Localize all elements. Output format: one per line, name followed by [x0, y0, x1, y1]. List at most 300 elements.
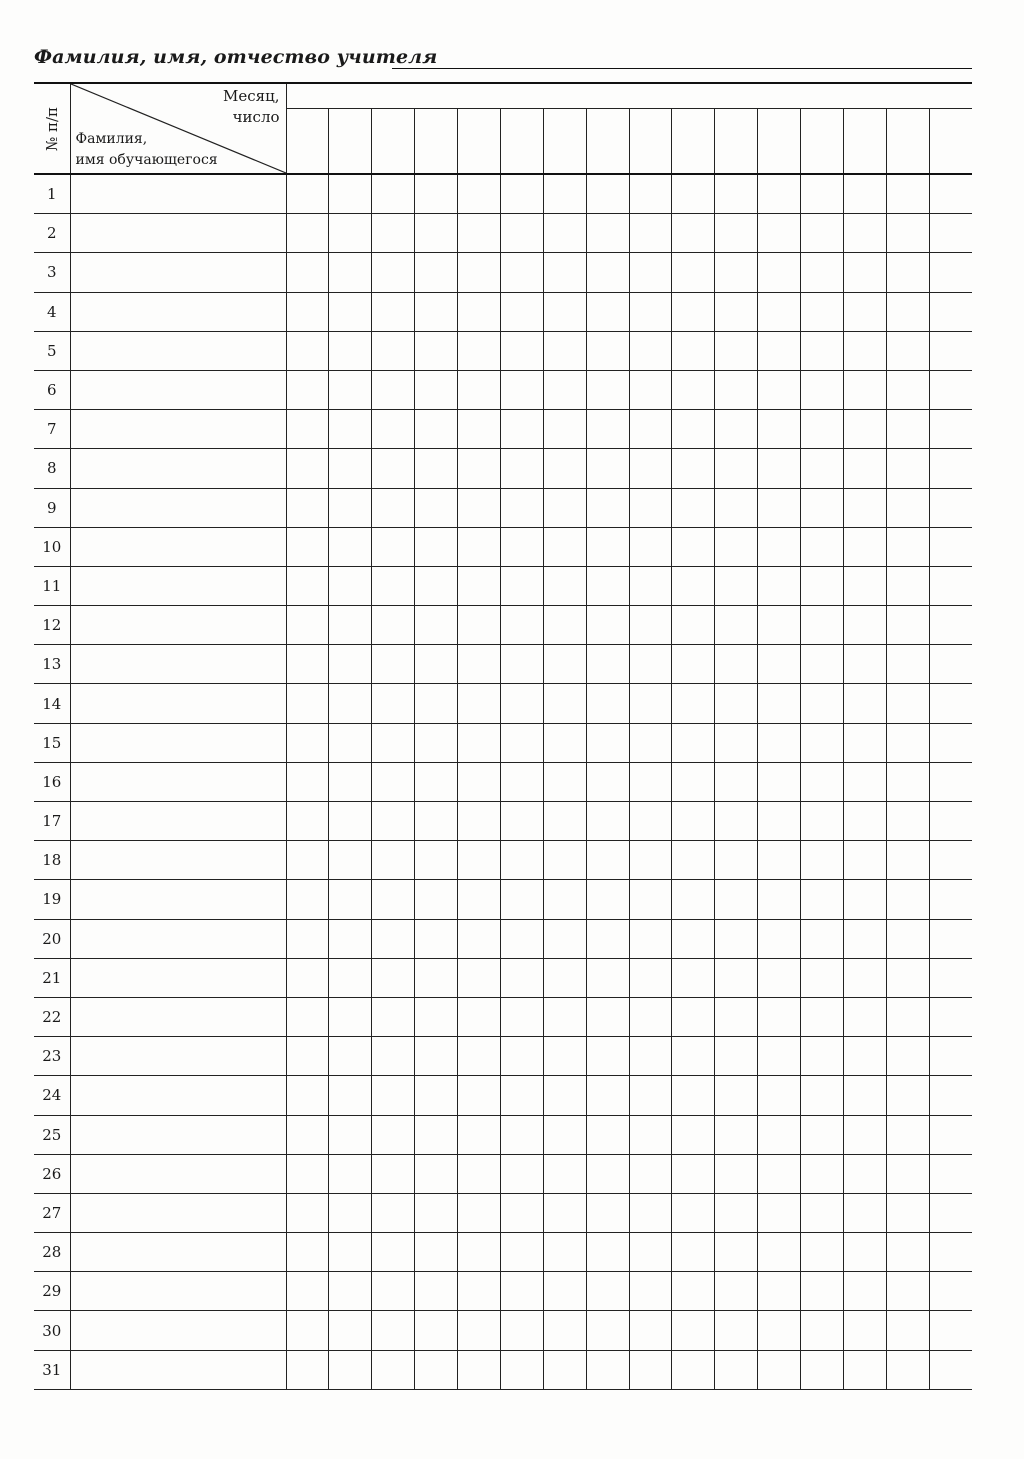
attendance-cell[interactable]	[672, 1076, 715, 1115]
attendance-cell[interactable]	[415, 253, 458, 292]
attendance-cell[interactable]	[886, 566, 929, 605]
attendance-cell[interactable]	[286, 1115, 329, 1154]
attendance-cell[interactable]	[543, 684, 586, 723]
attendance-cell[interactable]	[715, 1233, 758, 1272]
attendance-cell[interactable]	[329, 1233, 372, 1272]
attendance-cell[interactable]	[886, 723, 929, 762]
attendance-cell[interactable]	[329, 606, 372, 645]
attendance-cell[interactable]	[543, 292, 586, 331]
attendance-cell[interactable]	[758, 214, 801, 253]
student-name-cell[interactable]	[70, 841, 286, 880]
attendance-cell[interactable]	[586, 410, 629, 449]
attendance-cell[interactable]	[543, 449, 586, 488]
attendance-cell[interactable]	[801, 1154, 844, 1193]
student-name-cell[interactable]	[70, 527, 286, 566]
attendance-cell[interactable]	[672, 1037, 715, 1076]
attendance-cell[interactable]	[415, 723, 458, 762]
attendance-cell[interactable]	[672, 723, 715, 762]
attendance-cell[interactable]	[286, 410, 329, 449]
attendance-cell[interactable]	[629, 214, 672, 253]
attendance-cell[interactable]	[500, 762, 543, 801]
attendance-cell[interactable]	[543, 214, 586, 253]
attendance-cell[interactable]	[629, 1154, 672, 1193]
attendance-cell[interactable]	[500, 1272, 543, 1311]
attendance-cell[interactable]	[629, 880, 672, 919]
attendance-cell[interactable]	[543, 919, 586, 958]
attendance-cell[interactable]	[629, 370, 672, 409]
attendance-cell[interactable]	[929, 292, 972, 331]
attendance-cell[interactable]	[543, 1037, 586, 1076]
attendance-cell[interactable]	[801, 292, 844, 331]
student-name-cell[interactable]	[70, 488, 286, 527]
attendance-cell[interactable]	[843, 723, 886, 762]
attendance-cell[interactable]	[629, 331, 672, 370]
attendance-cell[interactable]	[415, 762, 458, 801]
attendance-cell[interactable]	[629, 723, 672, 762]
attendance-cell[interactable]	[586, 331, 629, 370]
attendance-cell[interactable]	[586, 841, 629, 880]
attendance-cell[interactable]	[329, 997, 372, 1036]
date-header-cell[interactable]	[715, 109, 758, 175]
attendance-cell[interactable]	[929, 1233, 972, 1272]
attendance-cell[interactable]	[500, 1193, 543, 1232]
attendance-cell[interactable]	[843, 370, 886, 409]
student-name-cell[interactable]	[70, 410, 286, 449]
student-name-cell[interactable]	[70, 1233, 286, 1272]
attendance-cell[interactable]	[843, 331, 886, 370]
attendance-cell[interactable]	[715, 253, 758, 292]
attendance-cell[interactable]	[372, 880, 415, 919]
attendance-cell[interactable]	[629, 410, 672, 449]
attendance-cell[interactable]	[286, 645, 329, 684]
date-header-cell[interactable]	[372, 109, 415, 175]
attendance-cell[interactable]	[586, 174, 629, 214]
attendance-cell[interactable]	[929, 174, 972, 214]
attendance-cell[interactable]	[715, 370, 758, 409]
student-name-cell[interactable]	[70, 958, 286, 997]
attendance-cell[interactable]	[629, 1076, 672, 1115]
attendance-cell[interactable]	[286, 1037, 329, 1076]
attendance-cell[interactable]	[586, 645, 629, 684]
attendance-cell[interactable]	[586, 684, 629, 723]
attendance-cell[interactable]	[500, 880, 543, 919]
attendance-cell[interactable]	[629, 997, 672, 1036]
attendance-cell[interactable]	[372, 1350, 415, 1389]
attendance-cell[interactable]	[458, 488, 501, 527]
attendance-cell[interactable]	[458, 684, 501, 723]
attendance-cell[interactable]	[629, 802, 672, 841]
attendance-cell[interactable]	[500, 684, 543, 723]
attendance-cell[interactable]	[715, 997, 758, 1036]
attendance-cell[interactable]	[415, 174, 458, 214]
attendance-cell[interactable]	[715, 1193, 758, 1232]
attendance-cell[interactable]	[758, 919, 801, 958]
attendance-cell[interactable]	[415, 331, 458, 370]
attendance-cell[interactable]	[843, 1076, 886, 1115]
attendance-cell[interactable]	[801, 1076, 844, 1115]
attendance-cell[interactable]	[715, 566, 758, 605]
attendance-cell[interactable]	[329, 1193, 372, 1232]
date-header-cell[interactable]	[758, 109, 801, 175]
attendance-cell[interactable]	[929, 527, 972, 566]
attendance-cell[interactable]	[801, 1311, 844, 1350]
attendance-cell[interactable]	[286, 684, 329, 723]
attendance-cell[interactable]	[543, 370, 586, 409]
student-name-cell[interactable]	[70, 919, 286, 958]
attendance-cell[interactable]	[543, 527, 586, 566]
attendance-cell[interactable]	[758, 292, 801, 331]
attendance-cell[interactable]	[672, 253, 715, 292]
attendance-cell[interactable]	[500, 253, 543, 292]
attendance-cell[interactable]	[286, 919, 329, 958]
student-name-cell[interactable]	[70, 253, 286, 292]
attendance-cell[interactable]	[886, 488, 929, 527]
attendance-cell[interactable]	[629, 684, 672, 723]
attendance-cell[interactable]	[586, 1115, 629, 1154]
date-header-cell[interactable]	[929, 109, 972, 175]
date-header-cell[interactable]	[415, 109, 458, 175]
attendance-cell[interactable]	[500, 331, 543, 370]
attendance-cell[interactable]	[758, 527, 801, 566]
attendance-cell[interactable]	[715, 214, 758, 253]
attendance-cell[interactable]	[929, 1076, 972, 1115]
attendance-cell[interactable]	[458, 880, 501, 919]
attendance-cell[interactable]	[543, 802, 586, 841]
attendance-cell[interactable]	[329, 292, 372, 331]
attendance-cell[interactable]	[672, 1115, 715, 1154]
attendance-cell[interactable]	[929, 997, 972, 1036]
attendance-cell[interactable]	[758, 1154, 801, 1193]
attendance-cell[interactable]	[458, 762, 501, 801]
attendance-cell[interactable]	[629, 449, 672, 488]
attendance-cell[interactable]	[458, 1115, 501, 1154]
attendance-cell[interactable]	[629, 527, 672, 566]
attendance-cell[interactable]	[415, 1272, 458, 1311]
attendance-cell[interactable]	[329, 449, 372, 488]
attendance-cell[interactable]	[843, 488, 886, 527]
attendance-cell[interactable]	[415, 1154, 458, 1193]
attendance-cell[interactable]	[543, 1233, 586, 1272]
attendance-cell[interactable]	[372, 331, 415, 370]
attendance-cell[interactable]	[672, 174, 715, 214]
attendance-cell[interactable]	[672, 1233, 715, 1272]
attendance-cell[interactable]	[801, 802, 844, 841]
attendance-cell[interactable]	[843, 684, 886, 723]
attendance-cell[interactable]	[886, 958, 929, 997]
attendance-cell[interactable]	[500, 997, 543, 1036]
attendance-cell[interactable]	[801, 997, 844, 1036]
attendance-cell[interactable]	[929, 802, 972, 841]
attendance-cell[interactable]	[372, 527, 415, 566]
attendance-cell[interactable]	[286, 331, 329, 370]
attendance-cell[interactable]	[543, 606, 586, 645]
attendance-cell[interactable]	[886, 1037, 929, 1076]
attendance-cell[interactable]	[672, 1350, 715, 1389]
attendance-cell[interactable]	[801, 253, 844, 292]
date-header-cell[interactable]	[586, 109, 629, 175]
attendance-cell[interactable]	[801, 1115, 844, 1154]
attendance-cell[interactable]	[415, 841, 458, 880]
date-header-cell[interactable]	[329, 109, 372, 175]
attendance-cell[interactable]	[286, 214, 329, 253]
attendance-cell[interactable]	[543, 997, 586, 1036]
attendance-cell[interactable]	[543, 488, 586, 527]
attendance-cell[interactable]	[543, 958, 586, 997]
attendance-cell[interactable]	[372, 1037, 415, 1076]
attendance-cell[interactable]	[843, 606, 886, 645]
attendance-cell[interactable]	[458, 1076, 501, 1115]
attendance-cell[interactable]	[801, 880, 844, 919]
attendance-cell[interactable]	[929, 1037, 972, 1076]
attendance-cell[interactable]	[500, 214, 543, 253]
attendance-cell[interactable]	[758, 449, 801, 488]
attendance-cell[interactable]	[801, 723, 844, 762]
student-name-cell[interactable]	[70, 723, 286, 762]
attendance-cell[interactable]	[843, 1115, 886, 1154]
attendance-cell[interactable]	[586, 292, 629, 331]
attendance-cell[interactable]	[458, 1154, 501, 1193]
attendance-cell[interactable]	[415, 410, 458, 449]
attendance-cell[interactable]	[500, 1115, 543, 1154]
attendance-cell[interactable]	[801, 488, 844, 527]
attendance-cell[interactable]	[629, 566, 672, 605]
attendance-cell[interactable]	[886, 606, 929, 645]
attendance-cell[interactable]	[715, 1154, 758, 1193]
attendance-cell[interactable]	[929, 1193, 972, 1232]
attendance-cell[interactable]	[758, 1311, 801, 1350]
attendance-cell[interactable]	[843, 214, 886, 253]
attendance-cell[interactable]	[543, 331, 586, 370]
attendance-cell[interactable]	[372, 606, 415, 645]
student-name-cell[interactable]	[70, 1115, 286, 1154]
attendance-cell[interactable]	[543, 1311, 586, 1350]
attendance-cell[interactable]	[758, 331, 801, 370]
attendance-cell[interactable]	[500, 488, 543, 527]
attendance-cell[interactable]	[929, 841, 972, 880]
attendance-cell[interactable]	[929, 449, 972, 488]
attendance-cell[interactable]	[929, 370, 972, 409]
attendance-cell[interactable]	[629, 1037, 672, 1076]
attendance-cell[interactable]	[286, 762, 329, 801]
attendance-cell[interactable]	[329, 841, 372, 880]
attendance-cell[interactable]	[543, 645, 586, 684]
attendance-cell[interactable]	[329, 802, 372, 841]
attendance-cell[interactable]	[672, 292, 715, 331]
attendance-cell[interactable]	[843, 174, 886, 214]
attendance-cell[interactable]	[801, 1233, 844, 1272]
date-header-cell[interactable]	[458, 109, 501, 175]
date-header-cell[interactable]	[286, 109, 329, 175]
attendance-cell[interactable]	[801, 174, 844, 214]
attendance-cell[interactable]	[801, 684, 844, 723]
attendance-cell[interactable]	[672, 606, 715, 645]
attendance-cell[interactable]	[801, 214, 844, 253]
attendance-cell[interactable]	[415, 370, 458, 409]
attendance-cell[interactable]	[929, 1272, 972, 1311]
attendance-cell[interactable]	[286, 1193, 329, 1232]
attendance-cell[interactable]	[586, 1154, 629, 1193]
attendance-cell[interactable]	[458, 919, 501, 958]
attendance-cell[interactable]	[372, 214, 415, 253]
month-input-cell[interactable]	[286, 83, 972, 109]
attendance-cell[interactable]	[415, 606, 458, 645]
attendance-cell[interactable]	[372, 449, 415, 488]
attendance-cell[interactable]	[372, 1233, 415, 1272]
attendance-cell[interactable]	[372, 762, 415, 801]
attendance-cell[interactable]	[329, 1272, 372, 1311]
attendance-cell[interactable]	[372, 1311, 415, 1350]
attendance-cell[interactable]	[329, 762, 372, 801]
attendance-cell[interactable]	[329, 645, 372, 684]
attendance-cell[interactable]	[758, 174, 801, 214]
attendance-cell[interactable]	[672, 762, 715, 801]
attendance-cell[interactable]	[329, 880, 372, 919]
attendance-cell[interactable]	[801, 370, 844, 409]
attendance-cell[interactable]	[415, 292, 458, 331]
attendance-cell[interactable]	[586, 370, 629, 409]
attendance-cell[interactable]	[586, 1193, 629, 1232]
attendance-cell[interactable]	[629, 488, 672, 527]
attendance-cell[interactable]	[886, 527, 929, 566]
attendance-cell[interactable]	[415, 449, 458, 488]
attendance-cell[interactable]	[715, 488, 758, 527]
attendance-cell[interactable]	[929, 1350, 972, 1389]
attendance-cell[interactable]	[801, 919, 844, 958]
attendance-cell[interactable]	[586, 606, 629, 645]
attendance-cell[interactable]	[329, 1115, 372, 1154]
student-name-cell[interactable]	[70, 802, 286, 841]
attendance-cell[interactable]	[372, 997, 415, 1036]
attendance-cell[interactable]	[672, 880, 715, 919]
attendance-cell[interactable]	[329, 1154, 372, 1193]
attendance-cell[interactable]	[801, 1350, 844, 1389]
attendance-cell[interactable]	[415, 1037, 458, 1076]
attendance-cell[interactable]	[801, 645, 844, 684]
attendance-cell[interactable]	[543, 841, 586, 880]
attendance-cell[interactable]	[629, 762, 672, 801]
attendance-cell[interactable]	[672, 841, 715, 880]
attendance-cell[interactable]	[500, 606, 543, 645]
attendance-cell[interactable]	[372, 684, 415, 723]
attendance-cell[interactable]	[758, 253, 801, 292]
attendance-cell[interactable]	[372, 488, 415, 527]
attendance-cell[interactable]	[886, 214, 929, 253]
attendance-cell[interactable]	[715, 292, 758, 331]
attendance-cell[interactable]	[586, 488, 629, 527]
attendance-cell[interactable]	[629, 645, 672, 684]
attendance-cell[interactable]	[758, 1193, 801, 1232]
student-name-cell[interactable]	[70, 1076, 286, 1115]
attendance-cell[interactable]	[372, 292, 415, 331]
attendance-cell[interactable]	[758, 997, 801, 1036]
attendance-cell[interactable]	[329, 370, 372, 409]
attendance-cell[interactable]	[329, 331, 372, 370]
attendance-cell[interactable]	[672, 1154, 715, 1193]
attendance-cell[interactable]	[929, 1115, 972, 1154]
student-name-cell[interactable]	[70, 645, 286, 684]
attendance-cell[interactable]	[843, 1193, 886, 1232]
student-name-cell[interactable]	[70, 174, 286, 214]
attendance-cell[interactable]	[372, 253, 415, 292]
attendance-cell[interactable]	[758, 1115, 801, 1154]
attendance-cell[interactable]	[801, 958, 844, 997]
attendance-cell[interactable]	[372, 1193, 415, 1232]
attendance-cell[interactable]	[758, 684, 801, 723]
attendance-cell[interactable]	[843, 997, 886, 1036]
attendance-cell[interactable]	[586, 1272, 629, 1311]
attendance-cell[interactable]	[672, 684, 715, 723]
attendance-cell[interactable]	[929, 645, 972, 684]
attendance-cell[interactable]	[415, 1311, 458, 1350]
attendance-cell[interactable]	[801, 1193, 844, 1232]
attendance-cell[interactable]	[286, 1154, 329, 1193]
attendance-cell[interactable]	[586, 253, 629, 292]
attendance-cell[interactable]	[801, 566, 844, 605]
attendance-cell[interactable]	[329, 1311, 372, 1350]
attendance-cell[interactable]	[758, 488, 801, 527]
attendance-cell[interactable]	[929, 606, 972, 645]
attendance-cell[interactable]	[886, 1311, 929, 1350]
attendance-cell[interactable]	[758, 370, 801, 409]
attendance-cell[interactable]	[500, 449, 543, 488]
attendance-cell[interactable]	[458, 253, 501, 292]
attendance-cell[interactable]	[458, 958, 501, 997]
attendance-cell[interactable]	[458, 566, 501, 605]
attendance-cell[interactable]	[286, 370, 329, 409]
attendance-cell[interactable]	[672, 1272, 715, 1311]
attendance-cell[interactable]	[329, 410, 372, 449]
date-header-cell[interactable]	[672, 109, 715, 175]
attendance-cell[interactable]	[329, 1076, 372, 1115]
attendance-cell[interactable]	[843, 1350, 886, 1389]
attendance-cell[interactable]	[286, 606, 329, 645]
attendance-cell[interactable]	[500, 1037, 543, 1076]
attendance-cell[interactable]	[801, 527, 844, 566]
attendance-cell[interactable]	[458, 841, 501, 880]
attendance-cell[interactable]	[672, 566, 715, 605]
attendance-cell[interactable]	[843, 919, 886, 958]
attendance-cell[interactable]	[886, 1076, 929, 1115]
attendance-cell[interactable]	[372, 566, 415, 605]
attendance-cell[interactable]	[458, 723, 501, 762]
attendance-cell[interactable]	[758, 566, 801, 605]
attendance-cell[interactable]	[415, 684, 458, 723]
attendance-cell[interactable]	[715, 449, 758, 488]
attendance-cell[interactable]	[886, 841, 929, 880]
attendance-cell[interactable]	[500, 723, 543, 762]
attendance-cell[interactable]	[586, 527, 629, 566]
attendance-cell[interactable]	[458, 292, 501, 331]
teacher-name-field[interactable]	[392, 68, 972, 69]
attendance-cell[interactable]	[715, 645, 758, 684]
attendance-cell[interactable]	[886, 253, 929, 292]
attendance-cell[interactable]	[543, 1350, 586, 1389]
attendance-cell[interactable]	[886, 919, 929, 958]
attendance-cell[interactable]	[500, 410, 543, 449]
student-name-cell[interactable]	[70, 1311, 286, 1350]
attendance-cell[interactable]	[672, 802, 715, 841]
attendance-cell[interactable]	[929, 723, 972, 762]
attendance-cell[interactable]	[843, 645, 886, 684]
attendance-cell[interactable]	[843, 1037, 886, 1076]
attendance-cell[interactable]	[758, 880, 801, 919]
attendance-cell[interactable]	[500, 958, 543, 997]
attendance-cell[interactable]	[801, 1037, 844, 1076]
attendance-cell[interactable]	[500, 645, 543, 684]
attendance-cell[interactable]	[715, 174, 758, 214]
attendance-cell[interactable]	[886, 802, 929, 841]
attendance-cell[interactable]	[843, 1311, 886, 1350]
